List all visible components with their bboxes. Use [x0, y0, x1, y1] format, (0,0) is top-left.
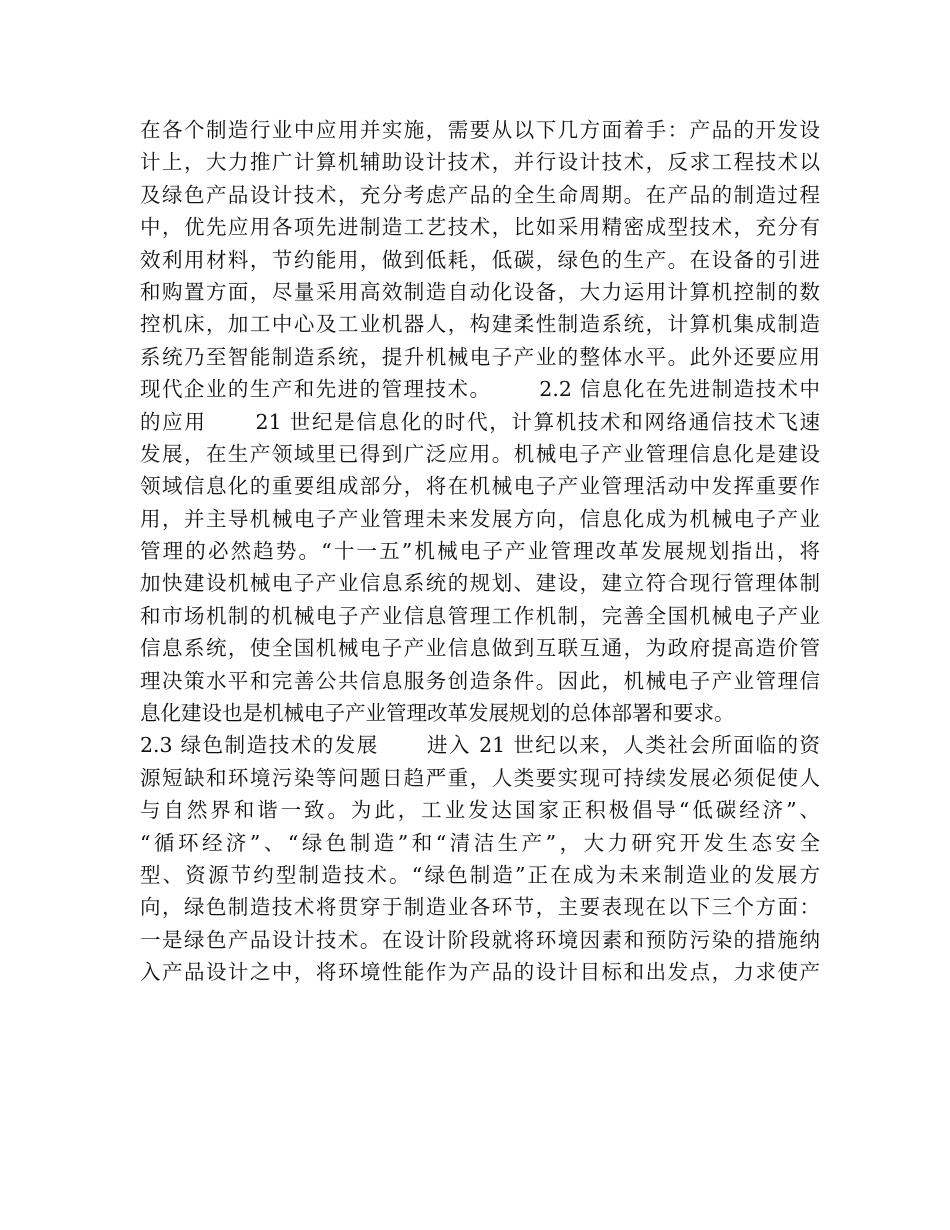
text-line: 管理的必然趋势。“十一五”机械电子产业管理改革发展规划指出，将 — [140, 539, 820, 564]
text-line: 现代企业的生产和先进的管理技术。 2.2 信息化在先进制造技术中 — [140, 377, 820, 402]
text-line: 入产品设计之中，将环境性能作为产品的设计目标和出发点，力求使产 — [140, 960, 820, 985]
text-line: 和市场机制的机械电子产业信息管理工作机制，完善全国机械电子产业 — [140, 603, 820, 628]
text-line: 在各个制造行业中应用并实施，需要从以下几方面着手：产品的开发设 — [140, 118, 820, 142]
body-text — [140, 114, 820, 989]
text-line: 的应用 21 世纪是信息化的时代，计算机技术和网络通信技术飞速 — [140, 409, 820, 434]
text-line: 发展，在生产领域里已得到广泛应用。机械电子产业管理信息化是建设 — [140, 441, 820, 466]
text-line: 信息系统，使全国机械电子产业信息做到互联互通，为政府提高造价管 — [140, 636, 820, 661]
text-line: 中，优先应用各项先进制造工艺技术，比如采用精密成型技术，充分有 — [140, 215, 820, 240]
text-line: 领域信息化的重要组成部分，将在机械电子产业管理活动中发挥重要作 — [140, 474, 820, 499]
text-line: 控机床，加工中心及工业机器人，构建柔性制造系统，计算机集成制造 — [140, 312, 820, 337]
text-line: 型、资源节约型制造技术。“绿色制造”正在成为未来制造业的发展方 — [140, 862, 820, 887]
text-line: 息化建设也是机械电子产业管理改革发展规划的总体部署和要求。 — [140, 701, 735, 726]
text-line: 2.3 绿色制造技术的发展 进入 21 世纪以来，人类社会所面临的资 — [140, 733, 820, 758]
text-line: 一是绿色产品设计技术。在设计阶段就将环境因素和预防污染的措施纳 — [140, 927, 820, 952]
text-line: 及绿色产品设计技术，充分考虑产品的全生命周期。在产品的制造过程 — [140, 182, 820, 207]
text-line: 和购置方面，尽量采用高效制造自动化设备，大力运用计算机控制的数 — [140, 279, 820, 304]
text-line: 效利用材料，节约能用，做到低耗，低碳，绿色的生产。在设备的引进 — [140, 247, 820, 272]
text-line: 加快建设机械电子产业信息系统的规划、建设，建立符合现行管理体制 — [140, 571, 820, 596]
text-line: 向，绿色制造技术将贯穿于制造业各环节，主要表现在以下三个方面： — [140, 895, 820, 920]
text-line: 源短缺和环境污染等问题日趋严重，人类要实现可持续发展必须促使人 — [140, 765, 820, 790]
text-line: 理决策水平和完善公共信息服务创造条件。因此，机械电子产业管理信 — [140, 668, 820, 693]
text-line: “循环经济”、“绿色制造”和“清洁生产”，大力研究开发生态安全 — [140, 830, 820, 855]
text-line: 与自然界和谐一致。为此，工业发达国家正积极倡导“低碳经济”、 — [140, 798, 820, 823]
text-line: 计上，大力推广计算机辅助设计技术，并行设计技术，反求工程技术以 — [140, 150, 820, 175]
text-line: 用，并主导机械电子产业管理未来发展方向，信息化成为机械电子产业 — [140, 506, 820, 531]
text-line: 系统乃至智能制造系统，提升机械电子产业的整体水平。此外还要应用 — [140, 344, 820, 369]
